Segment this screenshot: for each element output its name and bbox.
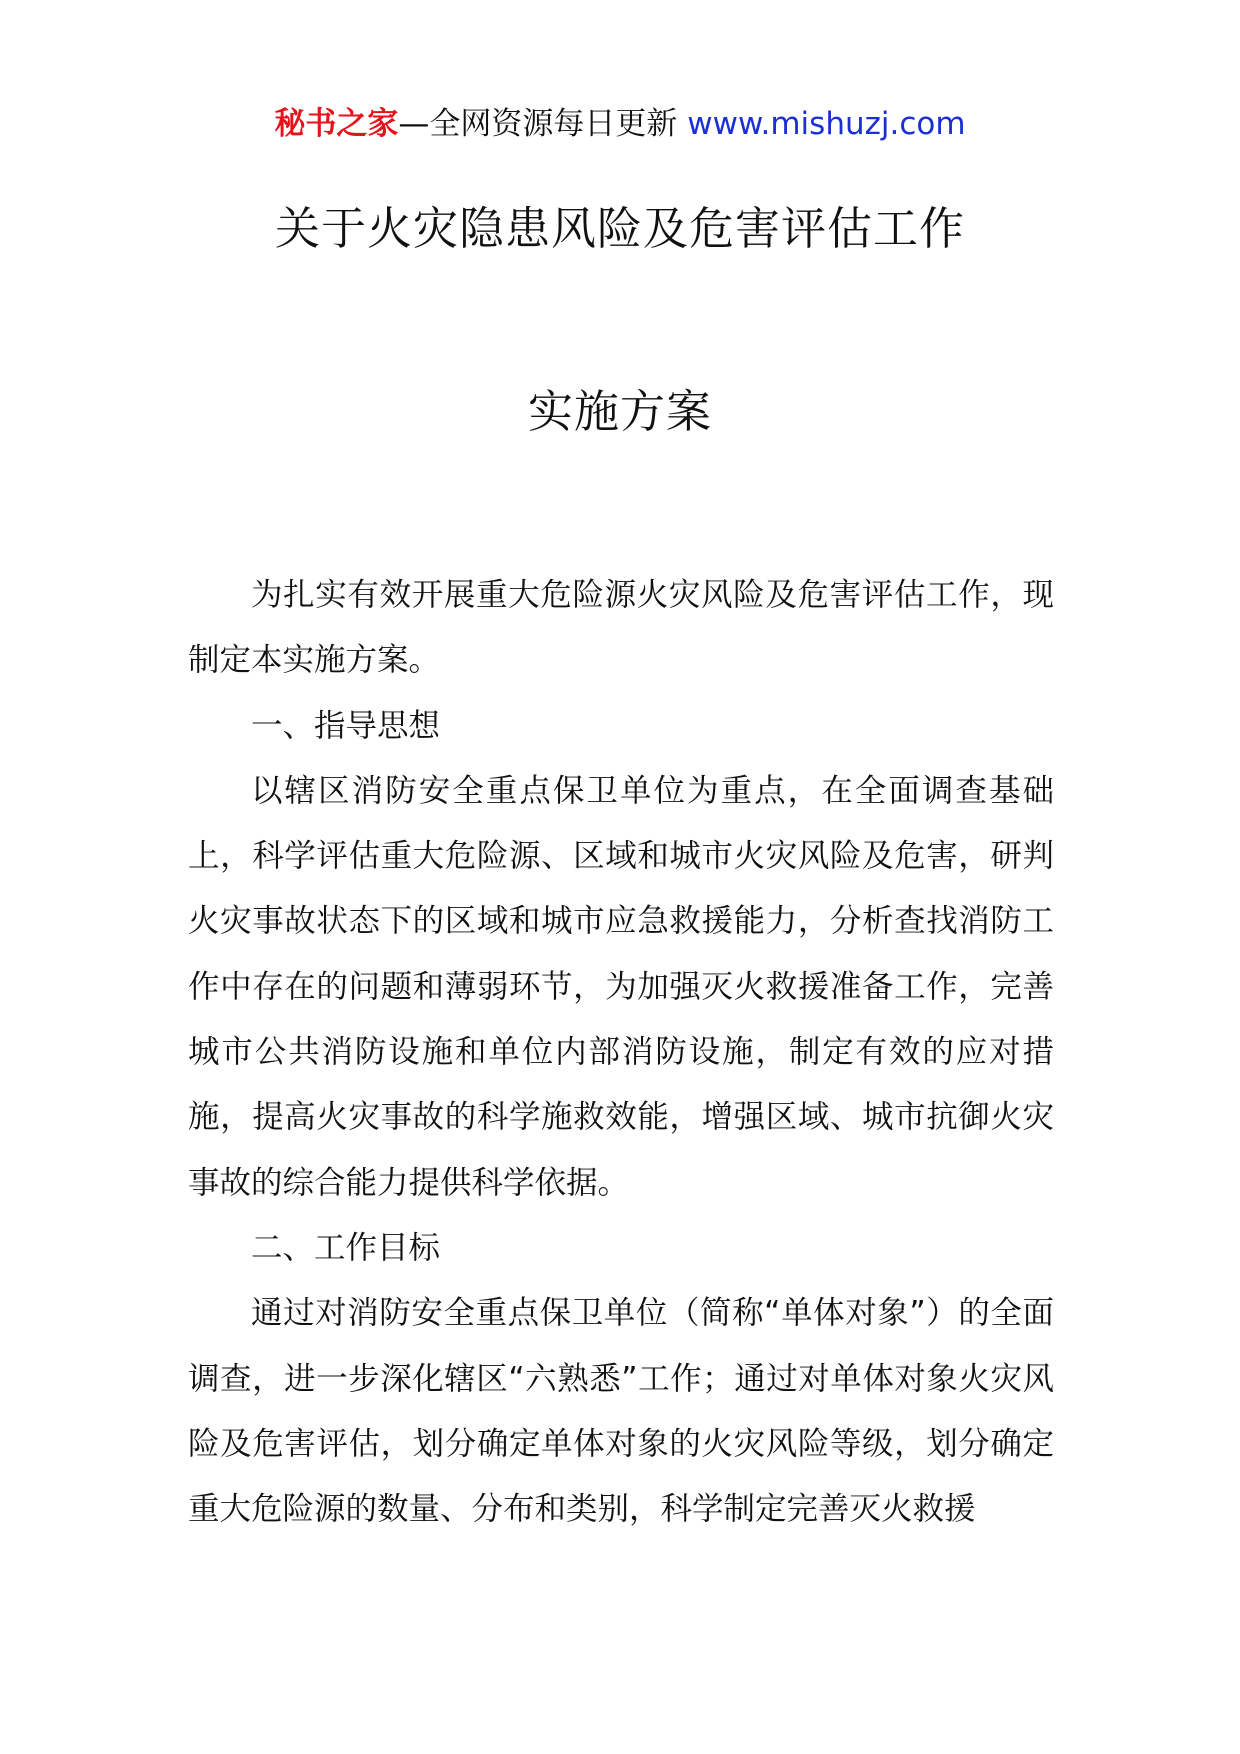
site-header (0, 100, 1240, 148)
work-goals-paragraph: 通过对消防安全重点保卫单位（简称“单体对象”）的全面调查，进一步深化辖区“六熟悉”工作；通过对单体对象火灾风险及危害评估，划分确定单体对象的火灾风险等级，划分确定重大危险源的数量、分布和类别，科学制定完善灭火救援 (188, 1295, 1054, 1528)
document-body (188, 563, 1054, 1542)
site-url-link[interactable]: www.mishuzj.com (687, 106, 966, 142)
header-slogan: —全网资源每日更新 (398, 106, 678, 142)
document-title: 关于火灾隐患风险及危害评估工作 (274, 202, 965, 255)
document-subtitle: 实施方案 (527, 385, 712, 438)
guiding-ideology-paragraph: 以辖区消防安全重点保卫单位为重点，在全面调查基础上，科学评估重大危险源、区域和城市火灾风险及危害，研判火灾事故状态下的区域和城市应急救援能力，分析查找消防工作中存在的问题和薄弱环节，为加强灭火救援准备工作，完善城市公共消防设施和单位内部消防设施，制定有效的应对措施，提高火灾事故的科学施救效能，增强区域、城市抗御火灾事故的综合能力提供科学依据。 (188, 772, 1054, 1201)
section-heading-guiding-ideology: 一、指导思想 (251, 707, 441, 744)
intro-paragraph: 为扎实有效开展重大危险源火灾风险及危害评估工作，现制定本实施方案。 (188, 577, 1054, 679)
section-heading-work-goals: 二、工作目标 (251, 1229, 441, 1266)
brand-name: 秘书之家 (274, 106, 399, 142)
